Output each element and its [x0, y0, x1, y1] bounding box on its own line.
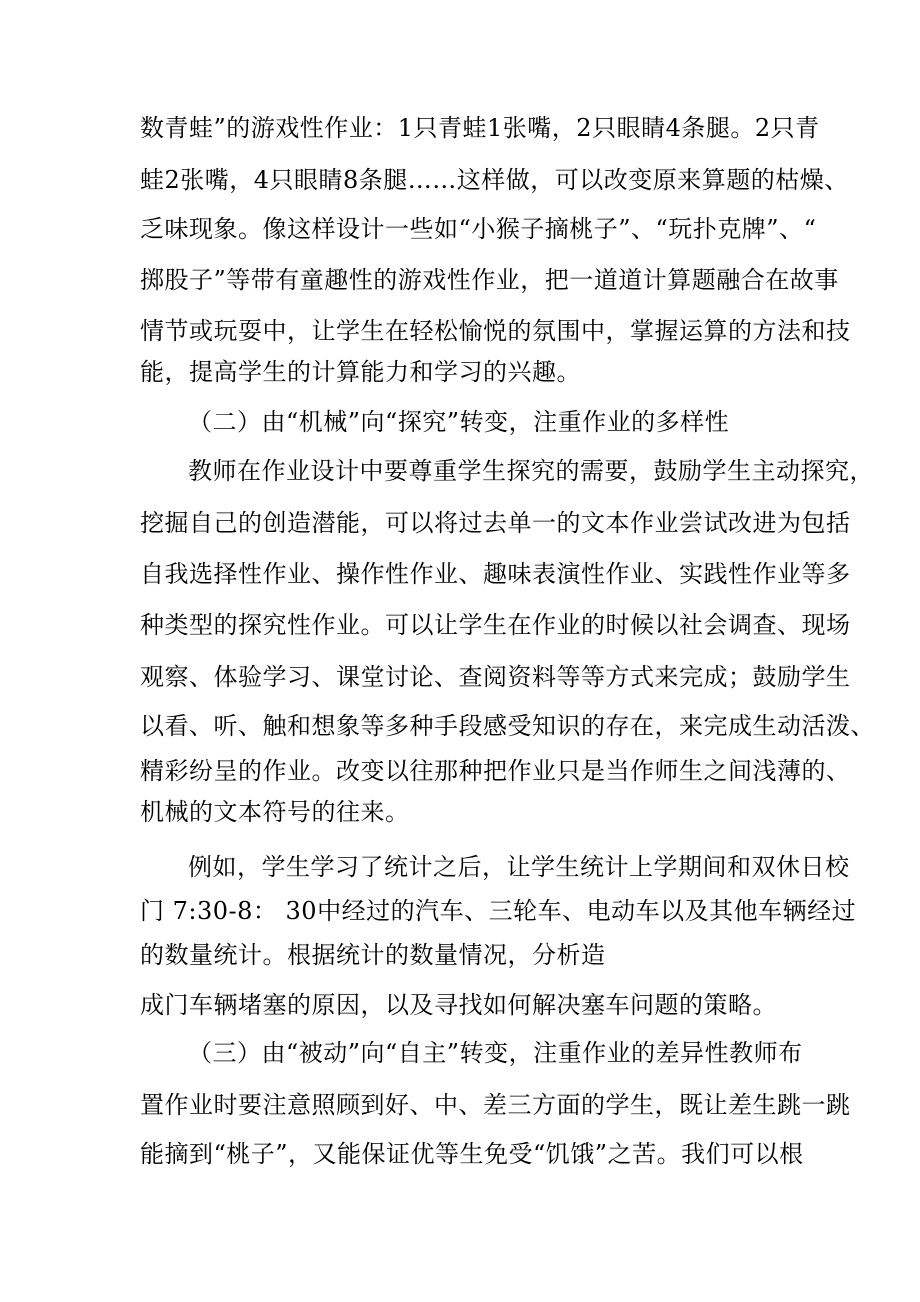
- paragraph-line: 能，提高学生的计算能力和学习的兴趣。: [140, 358, 581, 386]
- paragraph-line: 种类型的探究性作业。可以让学生在作业的时候以社会调查、现场: [140, 611, 851, 639]
- paragraph-line: 数青蛙”的游戏性作业：1只青蛙1张嘴，2只眼睛4条腿。2只青: [140, 114, 820, 142]
- paragraph-line: 自我选择性作业、操作性作业、趣味表演性作业、实践性作业等多: [140, 560, 851, 588]
- paragraph-line: 机械的文本符号的往来。: [140, 798, 410, 826]
- paragraph-line: 的数量统计。根据统计的数量情况，分析造: [140, 941, 606, 969]
- section-heading: （二）由“机械”向“探究”转变，注重作业的多样性: [188, 408, 730, 436]
- paragraph-line: 观察、体验学习、课堂讨论、查阅资料等等方式来完成；鼓励学生: [140, 663, 851, 691]
- paragraph-line: 门 7:30-8： 30中经过的汽车、三轮车、电动车以及其他车辆经过: [140, 897, 857, 925]
- paragraph-line: 置作业时要注意照顾到好、中、差三方面的学生，既让差生跳一跳: [140, 1091, 851, 1119]
- paragraph-line: 情节或玩耍中，让学生在轻松愉悦的氛围中，掌握运算的方法和技: [140, 317, 851, 345]
- paragraph-line: 教师在作业设计中要尊重学生探究的需要，鼓励学生主动探究，: [188, 457, 874, 485]
- paragraph-line: 例如，学生学习了统计之后，让学生统计上学期间和双休日校: [188, 853, 850, 881]
- paragraph-line: 以看、听、触和想象等多种手段感受知识的存在，来完成生动活泼、: [140, 712, 875, 740]
- paragraph-line: 挖掘自己的创造潜能，可以将过去单一的文本作业尝试改进为包括: [140, 509, 851, 537]
- paragraph-line: 成门车辆堵塞的原因，以及寻找如何解决塞车问题的策略。: [140, 991, 777, 1019]
- paragraph-line: 蛙2张嘴，4只眼睛8条腿……这样做，可以改变原来算题的枯燥、: [140, 166, 849, 194]
- section-heading: （三）由“被动”向“自主”转变，注重作业的差异性教师布: [188, 1039, 803, 1067]
- paragraph-line: 能摘到“桃子”，又能保证优等生免受“饥饿”之苦。我们可以根: [140, 1140, 804, 1168]
- paragraph-line: 乏味现象。像这样设计一些如“小猴子摘桃子”、“玩扑克牌”、“: [140, 215, 817, 243]
- paragraph-line: 精彩纷呈的作业。改变以往那种把作业只是当作师生之间浅薄的、: [140, 757, 851, 785]
- paragraph-line: 掷股子”等带有童趣性的游戏性作业，把一道道计算题融合在故事: [140, 266, 839, 294]
